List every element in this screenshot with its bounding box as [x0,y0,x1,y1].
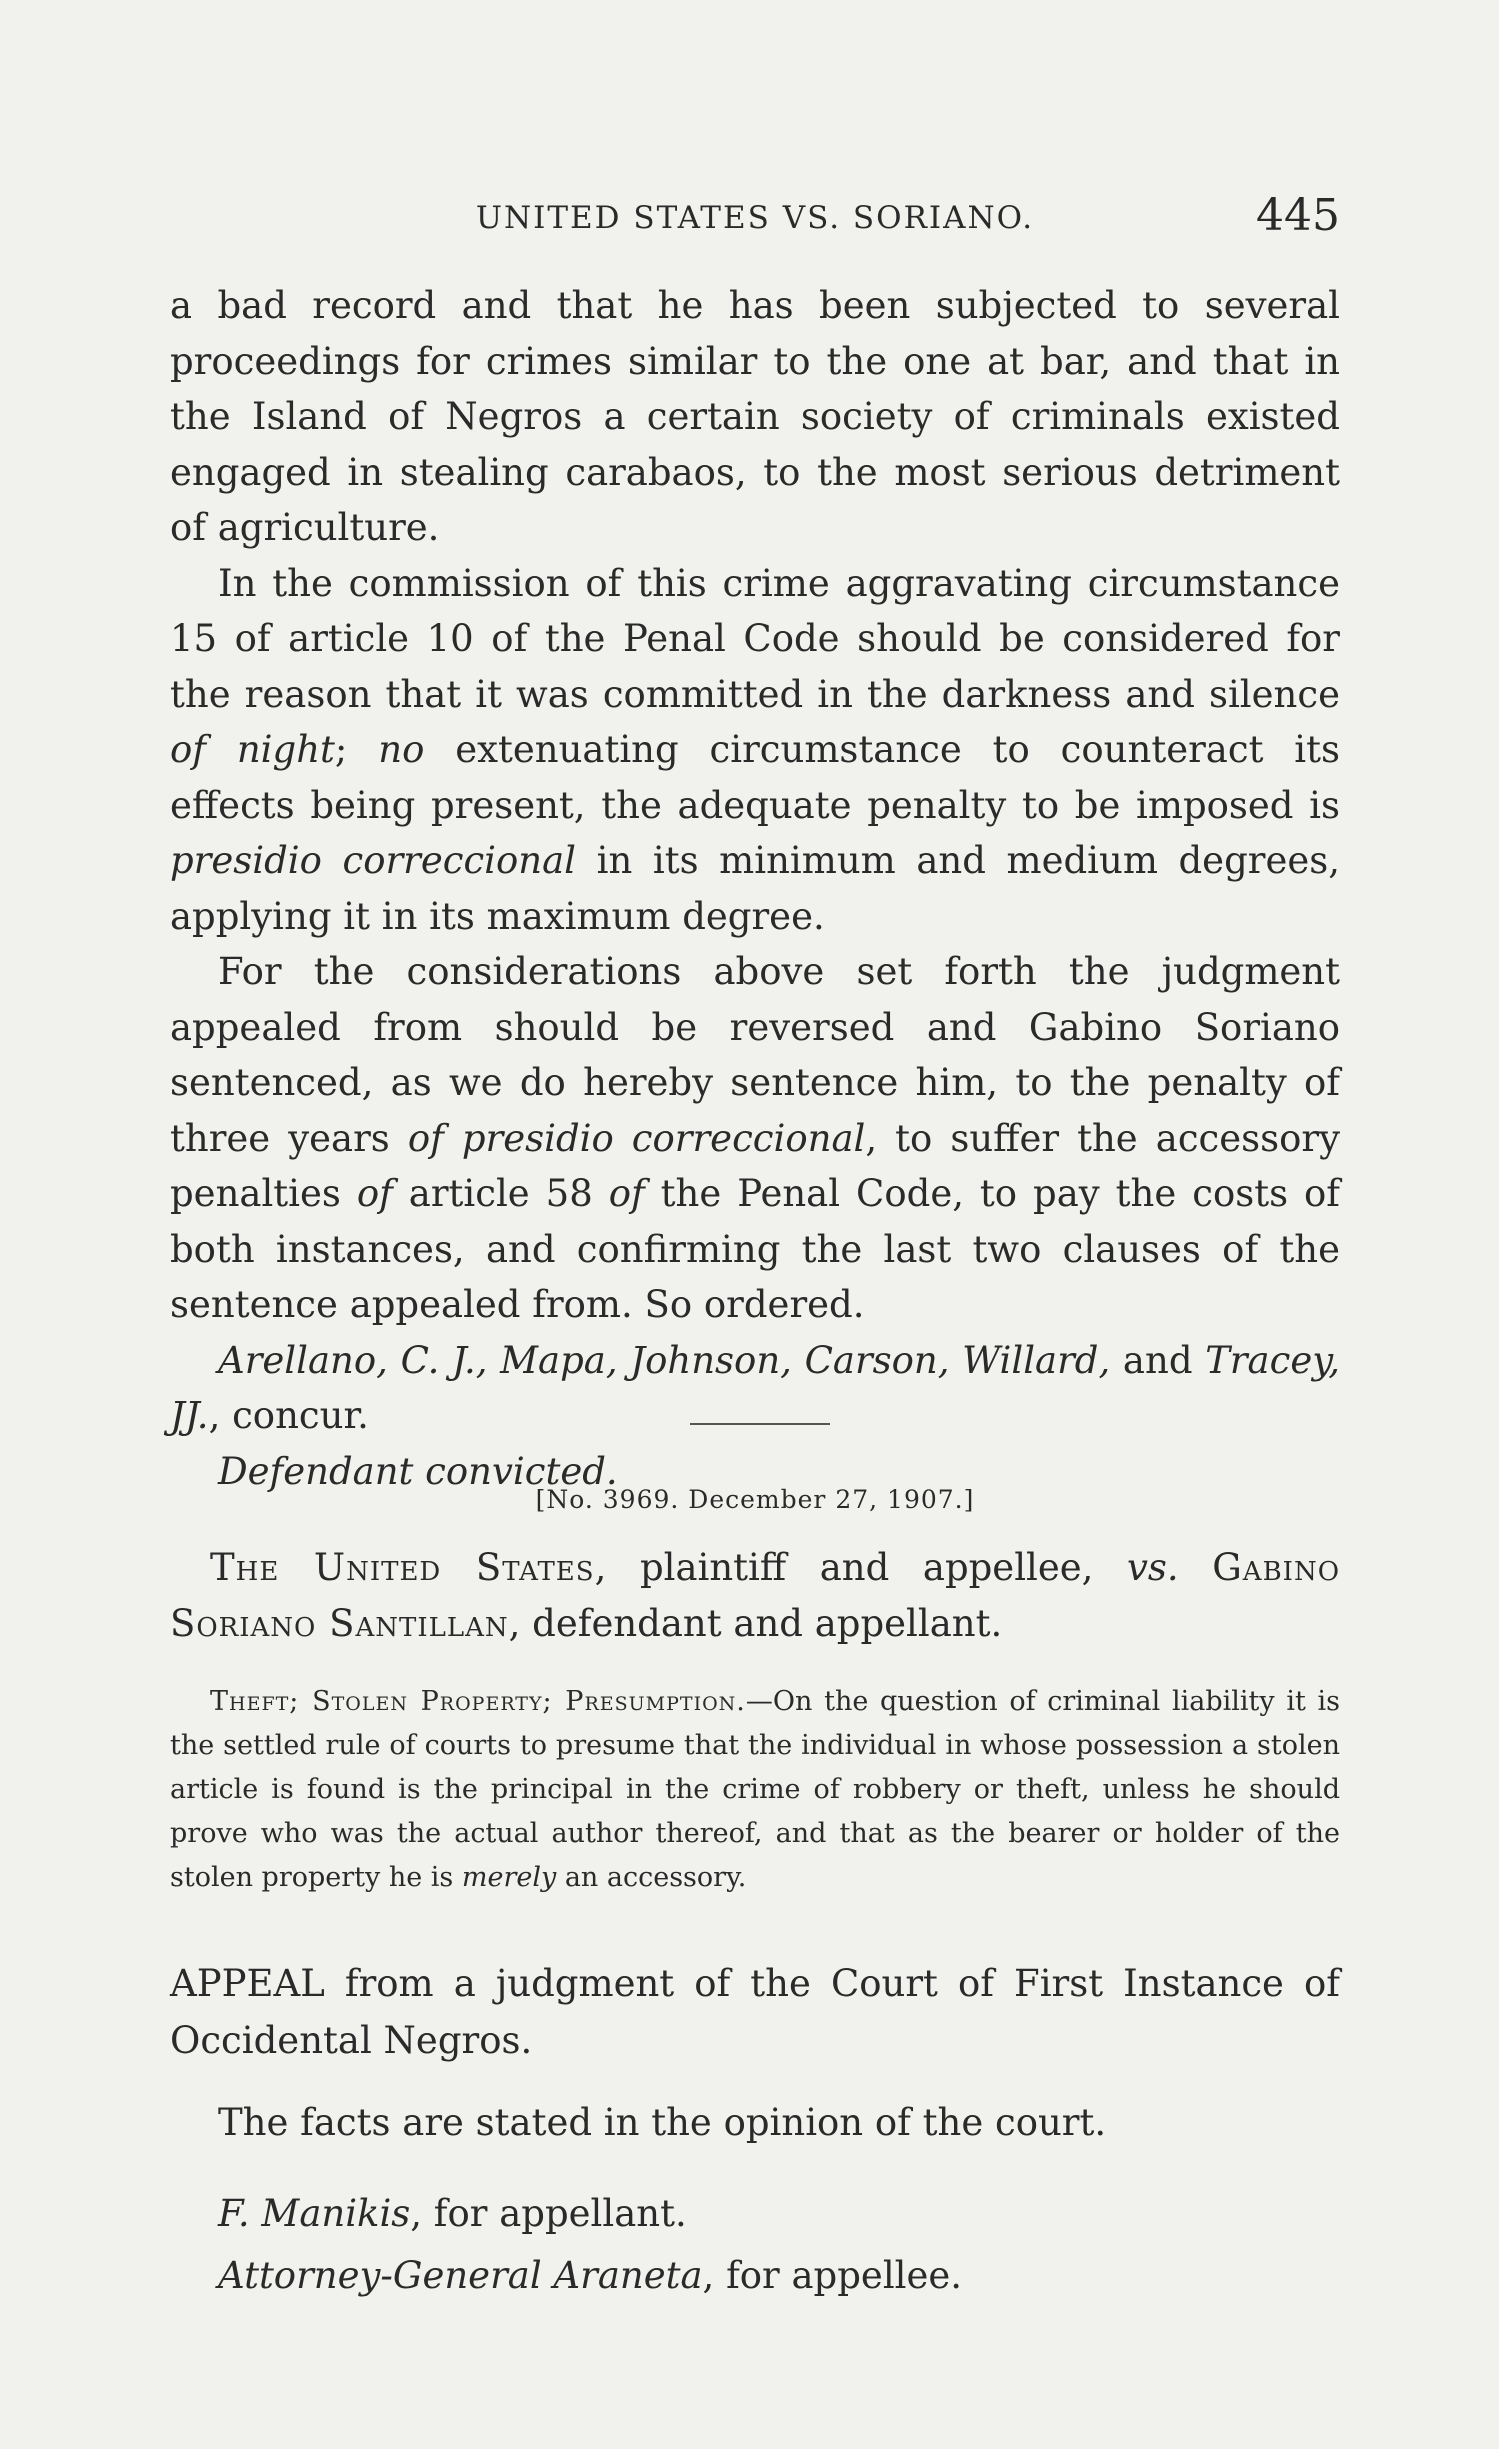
syllabus-paragraph [170,1680,1340,1900]
p2-text-e: extenuating circumstance to counteract its effects being present, the adequate penalty to be imposed is [170,728,1340,827]
p3-text-a: For the considerations above set forth the judgment appealed from should be reversed and Gabino Soriano sentenced, as we do hereby sentence him, to the penalty of three years [170,950,1340,1160]
counsel-appellant [218,2183,1340,2245]
p2-text-a: In the commission of this crime aggravating circumstance 15 of article 10 of the Penal Code should be considered for the reason that it was committed in the darkness and silence [170,561,1340,716]
paragraph-2 [170,556,1340,945]
opinion-text [170,278,1340,1499]
defendant-role: , defendant and appellant. [508,1602,1003,1645]
p2-text-c: ; [334,728,379,771]
p2-italic-no: no [378,728,425,771]
case-number-date: [No. 3969. December 27, 1907.] [535,1485,975,1514]
case-parties [170,1540,1340,1652]
section-divider [690,1423,830,1425]
appeal-text: from a judgment of the Court of First Instance of Occidental Negros. [170,1962,1340,2062]
facts-statement: The facts are stated in the opinion of the court. [218,2101,1107,2144]
paragraph-3 [170,944,1340,1333]
appeal-lead: APPEAL [170,1962,325,2005]
page-header [170,190,1340,250]
syllabus-italic: merely [461,1862,557,1893]
decision-text: Defendant convicted. [218,1449,618,1493]
appeal-line [170,1955,1340,2069]
p2-italic-night: of night [170,728,335,771]
appellee-counsel-name: Attorney-General Araneta [218,2254,703,2297]
p3-text-g: the Penal Code, to pay the costs of both instances, and confirming the last two clauses of the sentence appealed from. So ordered. [170,1172,1340,1326]
p3-italic-of-2: of [608,1172,645,1215]
syllabus-text-c: an accessory. [556,1862,747,1893]
p3-text-e: article 58 [392,1172,609,1215]
plaintiff-name: The United States [210,1546,595,1589]
justices-tracey: Tracey, JJ. [170,1338,1340,1437]
appeal-statement [170,1955,1340,2069]
appellant-counsel-role: , for appellant. [410,2192,687,2235]
p3-text-c: , to suffer the accessory penalties [170,1116,1340,1215]
p2-text-g: in its minimum and medium degrees, applying it in its maximum degree. [170,839,1340,938]
parties-line [170,1540,1340,1652]
defendant-name: Gabino Soriano Santillan [170,1546,1341,1645]
concurring-justices [170,1333,1340,1444]
running-title: UNITED STATES VS. SORIANO. [475,200,1035,236]
paragraph-1: a bad record and that he has been subjected to several proceedings for crimes similar to the one at bar, and that in the Island of Negros a certain society of criminals existed engaged in stealing carabaos, to the most serious detriment of agriculture. [170,284,1340,549]
justices-and: and [1110,1338,1206,1382]
appellant-counsel-name: F. Manikis [218,2192,411,2235]
syllabus-heading: Theft; Stolen Property; Presumption. [210,1686,746,1717]
p3-italic-of-1: of [356,1172,393,1215]
justices-names: Arellano, C. J., Mapa, Johnson, Carson, Willard, [218,1338,1111,1382]
page-number: 445 [1256,190,1340,241]
appellee-counsel-role: , for appellee. [702,2254,963,2297]
counsel-appellee [218,2245,1340,2307]
syllabus [170,1680,1340,1900]
counsel [218,2183,1340,2307]
plaintiff-role: , plaintiff and appellee, [594,1546,1127,1589]
versus: vs. [1127,1546,1179,1589]
p2-italic-presidio: presidio correccional [170,839,577,882]
syllabus-text-a: —On the question of criminal liability it is the settled rule of courts to presume that the individual in whose possession a stolen article is found is the principal in the crime of robbery or theft, unless he should prove who was the actual author thereof, and that as the bearer or holder of the stolen property he is [170,1686,1340,1893]
parties-space [1179,1546,1213,1589]
justices-concur: , concur. [208,1394,369,1437]
p3-italic-presidio: of presidio correccional [407,1116,866,1160]
